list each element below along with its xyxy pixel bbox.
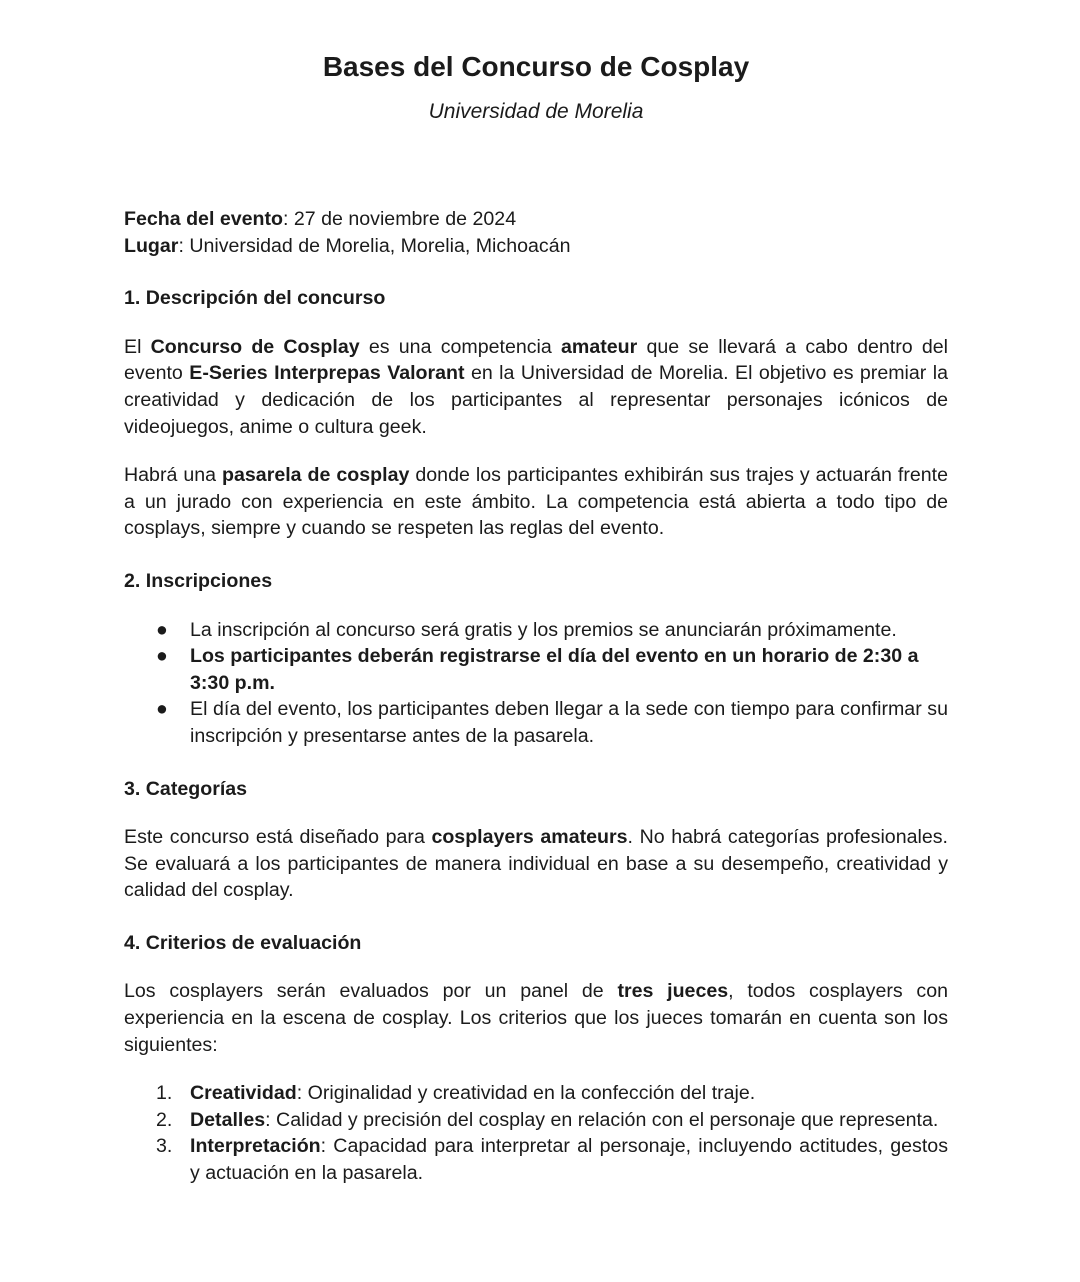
bullet-icon: ● xyxy=(156,645,168,668)
list-item xyxy=(124,1133,948,1186)
criteria-list xyxy=(124,1080,948,1186)
list-item xyxy=(124,696,948,749)
event-place-value: : Universidad de Morelia, Morelia, Michoacán xyxy=(178,234,571,257)
criterion-name: Creatividad xyxy=(190,1082,297,1105)
criterion-description: : Originalidad y creatividad en la confección del traje. xyxy=(296,1082,756,1105)
event-place xyxy=(124,233,948,260)
event-place-label: Lugar xyxy=(124,234,179,257)
registration-list xyxy=(124,617,948,750)
section-2-heading: 2. Inscripciones xyxy=(124,569,273,592)
text-run: Este concurso está diseñado para xyxy=(124,826,432,849)
criterion-name: Interpretación xyxy=(190,1135,321,1158)
list-number: 2. xyxy=(156,1108,173,1131)
list-item xyxy=(124,1080,948,1107)
event-date xyxy=(124,206,948,233)
document-body xyxy=(124,206,948,1187)
list-item xyxy=(124,617,948,644)
text-run: El xyxy=(124,335,151,358)
criterion-name: Detalles xyxy=(190,1108,266,1131)
list-item xyxy=(124,1107,948,1134)
section-3-heading: 3. Categorías xyxy=(124,777,248,800)
bold-run: E-Series Interprepas Valorant xyxy=(189,362,465,385)
criterion-description: : Capacidad para interpretar al personaje, incluyendo actitudes, gestos y actuación en la pasarela. xyxy=(190,1135,948,1185)
text-run: que se llevará a cabo dentro del evento xyxy=(124,335,948,385)
bold-run: pasarela de cosplay xyxy=(222,464,410,487)
section-1-heading: 1. Descripción del concurso xyxy=(124,287,386,310)
bold-run: amateur xyxy=(561,335,638,358)
event-date-label: Fecha del evento xyxy=(124,208,283,230)
section-4-paragraph xyxy=(124,978,948,1058)
section-3-paragraph xyxy=(124,824,948,904)
text-run: Los cosplayers serán evaluados por un panel de xyxy=(124,980,618,1003)
bullet-icon: ● xyxy=(156,698,168,721)
criterion-description: : Calidad y precisión del cosplay en relación con el personaje que representa. xyxy=(265,1108,939,1131)
event-date-value: : 27 de noviembre de 2024 xyxy=(282,208,517,230)
text-run: Habrá una xyxy=(124,464,223,487)
section-1-paragraph-1 xyxy=(124,334,948,440)
list-item-text: Los participantes deberán registrarse el día del evento en un horario de 2:30 a 3:30 p.m. xyxy=(190,645,919,694)
bullet-icon: ● xyxy=(156,618,168,641)
list-item-text: El día del evento, los participantes deben llegar a la sede con tiempo para confirmar su inscripción y presentarse antes de la pasarela. xyxy=(190,698,948,747)
list-number: 3. xyxy=(156,1135,173,1158)
document-subtitle: Universidad de Morelia xyxy=(428,100,644,123)
list-item-text: La inscripción al concurso será gratis y los premios se anunciarán próximamente. xyxy=(190,618,897,641)
section-4-heading: 4. Criterios de evaluación xyxy=(124,931,362,954)
text-run: , todos cosplayers con experiencia en la escena de cosplay. Los criterios que los jueces tomarán en cuenta son los siguientes: xyxy=(124,980,949,1056)
text-run: es una competencia xyxy=(359,335,562,358)
bold-run: Concurso de Cosplay xyxy=(150,335,360,358)
section-1-paragraph-2 xyxy=(124,462,948,542)
text-run: en la Universidad de Morelia. El objetivo es premiar la creatividad y dedicación de los participantes al representar personajes icónicos de videojuegos, anime o cultura geek. xyxy=(124,362,948,438)
document-title: Bases del Concurso de Cosplay xyxy=(322,51,750,82)
bold-run: tres jueces xyxy=(617,980,729,1003)
list-number: 1. xyxy=(156,1082,173,1105)
text-run: donde los participantes exhibirán sus trajes y actuarán frente a un jurado con experiencia en este ámbito. La competencia está abierta a todo tipo de cosplays, siempre y cuando se respeten las reglas del evento. xyxy=(124,464,948,540)
text-run: . No habrá categorías profesionales. Se evaluará a los participantes de manera individual en base a su desempeño, creatividad y calidad del cosplay. xyxy=(124,826,948,902)
list-item xyxy=(124,643,948,696)
bold-run: cosplayers amateurs xyxy=(431,826,628,849)
